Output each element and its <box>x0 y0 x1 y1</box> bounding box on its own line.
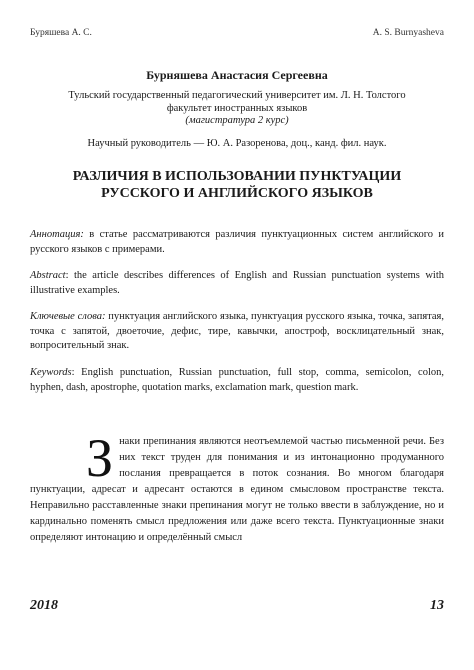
page-footer <box>30 598 444 614</box>
affiliation-faculty: факультет иностранных языков <box>166 102 308 114</box>
affiliation <box>40 90 434 128</box>
scientific-advisor: Научный руководитель — Ю. А. Разоренова, доц., канд. фил. наук. <box>87 138 387 149</box>
body-paragraph-text: наки препинания являются неотъемлемой частью письменной речи. Без них текст труден для понимания и из интонационно продуманного послания превращается в поток сознания. Во многом благодаря пунктуации, адресат и адресант остаются в едином смысловом пространстве текста. Неправильно расставленные знаки препинания могут не только ввести в заблуждение, но и кардинально поменять смысл предложения или даже всего текста. Пунктуационные знаки определяют интонацию и определённый смысл <box>30 436 444 543</box>
abstract-russian-text: в статье рассматриваются различия пунктуационных систем английского и русского языков с примерами. <box>30 229 444 255</box>
header-left-author: Буряшева А. С. <box>30 28 92 38</box>
running-header <box>30 28 444 38</box>
abstract-russian <box>30 228 444 257</box>
keywords-english-text: : English punctuation, Russian punctuation, full stop, comma, semicolon, colon, hyphen, dash, apostrophe, quotation marks, exclamation mark, question mark. <box>30 367 444 393</box>
affiliation-degree: (магистратура 2 курс) <box>185 115 289 126</box>
abstract-russian-label: Аннотация: <box>30 229 84 240</box>
footer-year: 2018 <box>30 598 58 613</box>
body-paragraph <box>30 428 444 546</box>
page-number: 13 <box>430 598 444 613</box>
keywords-russian-text: пунктуация английского языка, пунктуация русского языка, точка, запятая, точка с запятой, двоеточие, дефис, тире, кавычки, апостроф, восклицательный знак, вопросительный знак. <box>30 311 444 351</box>
keywords-russian-label: Ключевые слова: <box>30 311 106 322</box>
abstract-english <box>30 269 444 298</box>
keywords-russian <box>30 310 444 354</box>
abstract-english-text: : the article describes differences of English and Russian punctuation systems with illustrative examples. <box>30 270 444 296</box>
keywords-english-label: Keywords <box>30 367 72 378</box>
article-title: РАЗЛИЧИЯ В ИСПОЛЬЗОВАНИИ ПУНКТУАЦИИ РУССКОГО И АНГЛИЙСКОГО ЯЗЫКОВ <box>72 169 402 201</box>
keywords-english <box>30 366 444 395</box>
affiliation-university: Тульский государственный педагогический университет им. Л. Н. Толстого <box>68 90 406 101</box>
header-right-author: A. S. Burnyasheva <box>372 28 444 38</box>
author-name: Бурняшева Анастасия Сергеевна <box>146 68 328 82</box>
abstract-english-label: Abstract <box>30 270 66 281</box>
drop-cap-letter: З <box>86 428 114 488</box>
